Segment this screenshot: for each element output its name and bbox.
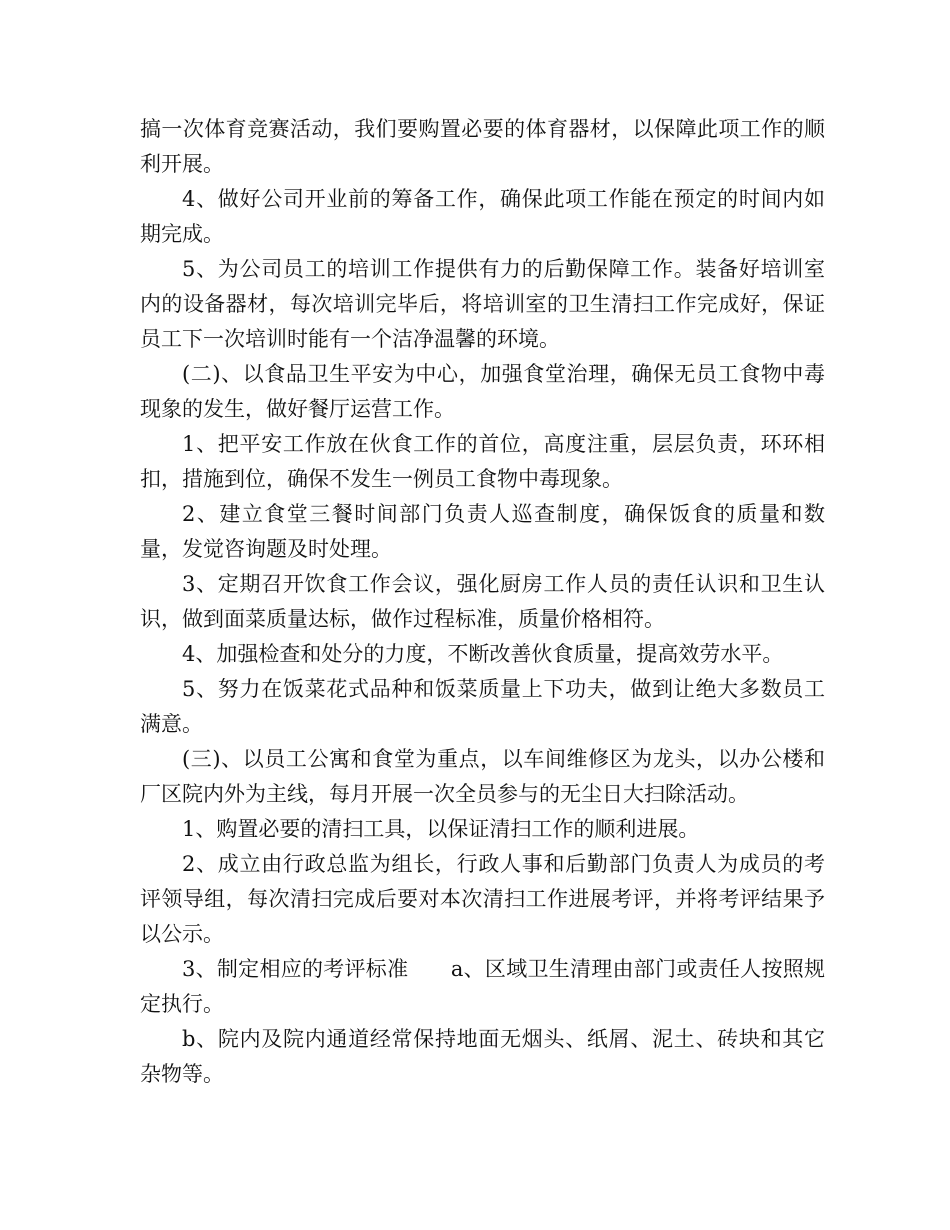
paragraph-7: 3、定期召开饮食工作会议，强化厨房工作人员的责任认识和卫生认识，做到面菜质量达标，做作过程标准，质量价格相符。 bbox=[140, 572, 825, 631]
paragraph-5: 1、把平安工作放在伙食工作的首位，高度注重，层层负责，环环相扣，措施到位，确保不发生一例员工食物中毒现象。 bbox=[140, 432, 825, 491]
paragraph-2: 4、做好公司开业前的筹备工作，确保此项工作能在预定的时间内如期完成。 bbox=[140, 187, 825, 246]
paragraph-1: 搞一次体育竞赛活动，我们要购置必要的体育器材，以保障此项工作的顺利开展。 bbox=[140, 117, 825, 176]
paragraph-11: 1、购置必要的清扫工具，以保证清扫工作的顺利进展。 bbox=[182, 817, 700, 841]
paragraph-4: (二)、以食品卫生平安为中心，加强食堂治理，确保无员工食物中毒现象的发生，做好餐厅运营工作。 bbox=[140, 362, 825, 421]
paragraph-8: 4、加强检查和处分的力度，不断改善伙食质量，提高效劳水平。 bbox=[182, 642, 784, 666]
paragraph-6: 2、建立食堂三餐时间部门负责人巡查制度，确保饭食的质量和数量，发觉咨询题及时处理。 bbox=[140, 502, 825, 561]
paragraph-13: 3、制定相应的考评标准 a、区域卫生清理由部门或责任人按照规定执行。 bbox=[140, 957, 825, 1016]
paragraph-14: b、院内及院内通道经常保持地面无烟头、纸屑、泥土、砖块和其它杂物等。 bbox=[140, 1027, 825, 1086]
paragraph-9: 5、努力在饭菜花式品种和饭菜质量上下功夫，做到让绝大多数员工满意。 bbox=[140, 677, 825, 736]
paragraph-3: 5、为公司员工的培训工作提供有力的后勤保障工作。装备好培训室内的设备器材，每次培训完毕后，将培训室的卫生清扫工作完成好，保证员工下一次培训时能有一个洁净温馨的环境。 bbox=[140, 257, 825, 351]
paragraph-12: 2、成立由行政总监为组长，行政人事和后勤部门负责人为成员的考评领导组，每次清扫完成后要对本次清扫工作进展考评，并将考评结果予以公示。 bbox=[140, 852, 825, 946]
paragraph-10: (三)、以员工公寓和食堂为重点，以车间维修区为龙头，以办公楼和厂区院内外为主线，每月开展一次全员参与的无尘日大扫除活动。 bbox=[140, 747, 825, 806]
document-page bbox=[140, 112, 825, 1092]
